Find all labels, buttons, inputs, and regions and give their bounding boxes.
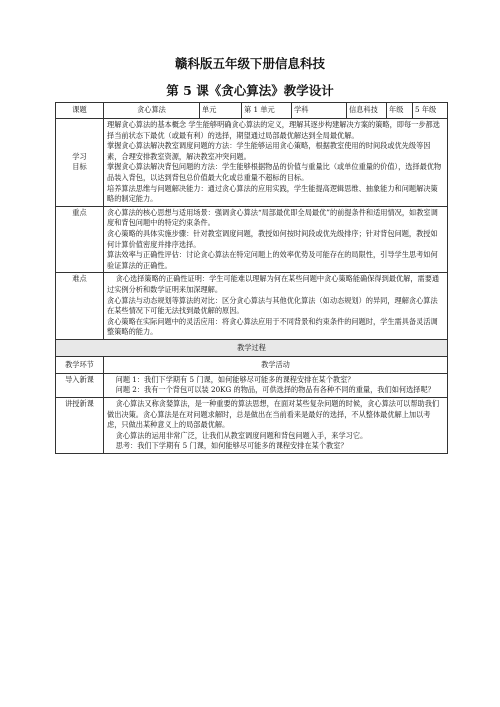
document-subtitle: 第 5 课《贪心算法》教学设计: [166, 83, 334, 98]
activity-paragraph: 问题 1：我们下学期有 5 门课，如何能够尽可能多的课程安排在某个教室？: [115, 374, 355, 384]
stage-label: 讲授新课: [56, 398, 104, 454]
stage-column-header: 教学环节: [56, 356, 104, 373]
goals-paragraph: 培养算法思维与问题解决能力：通过贪心算法的应用实践，学生能提高逻辑思维、抽象能力和问题解决策略的制定能力。: [107, 183, 438, 204]
goals-paragraph: 掌握贪心算法解决背包问题的方法：学生能够根据物品的价值与重量比（或单位重量的价值），选择最优物品装入背包，以达到背包总价值最大化或总重量不超标的目标。: [107, 162, 442, 182]
header-row: [56, 103, 448, 119]
goals-content: [104, 119, 448, 207]
key-points-content: [104, 206, 448, 273]
activity-content: [104, 373, 448, 397]
unit-label: 单元: [200, 103, 242, 119]
activity-paragraph: 贪心算法的运用非常广泛，让我们从教室调度问题和背包问题入手，来学习它。: [115, 430, 368, 440]
goals-paragraph: 掌握贪心算法解决教室调度问题的方法：学生能够运用贪心策略，根据教室使用的时间段或优先级等因素，合理安排教室资源，解决教室冲突问题。: [107, 141, 431, 161]
grade-value: 5 年级: [413, 103, 448, 119]
key-points-paragraph: 贪心算法的核心思想与适用场景：强调贪心算法“局部最优即全局最优”的前提条件和适用情况，如教室调度和背包问题中的特定约束条件。: [107, 207, 438, 228]
stage-label: 导入新课: [56, 373, 104, 397]
lesson-value: 贪心算法: [104, 103, 200, 119]
process-bar-row: [56, 339, 448, 356]
activity-paragraph: 贪心算法又称贪婪算法，是一种重要的算法思想，在面对某些复杂问题的时候，贪心算法可以帮助我们做出决策。贪心算法是在对问题求解时，总是做出在当前看来是最好的选择，不从整体最优解上加以考虑，只做出某种意义上的局部最优解。: [107, 399, 440, 430]
goals-row: [56, 119, 448, 207]
difficulties-paragraph: 贪心算法与动态规划等算法的对比：区分贪心算法与其他优化算法（如动态规划）的异同，理解贪心算法在某些情况下可能无法找到最优解的原因。: [107, 295, 438, 316]
key-points-paragraph: 贪心策略的具体实施步骤：针对教室调度问题，教授如何按时间段或优先级排序；针对背包问题，教授如何计算价值密度并排序选择。: [107, 228, 438, 249]
key-points-paragraph: 算法效率与正确性评估：讨论贪心算法在特定问题上的效率优势及可能存在的局限性，引导学生思考如何验证算法的正确性。: [107, 250, 438, 270]
process-row-intro: [56, 373, 448, 397]
key-points-row: [56, 206, 448, 273]
difficulties-content: [104, 273, 448, 340]
difficulties-row: [56, 273, 448, 340]
lesson-plan-table: [55, 102, 448, 454]
grade-label: 年级: [387, 103, 413, 119]
difficulties-paragraph: 贪心策略在实际问题中的灵活应用：将贪心算法应用于不同背景和约束条件的问题时，学生需具备灵活调整策略的能力。: [107, 316, 438, 337]
lesson-label: 课题: [56, 103, 104, 119]
activity-column-header: 教学活动: [104, 356, 448, 373]
goals-paragraph: 理解贪心算法的基本概念 学生能够明确贪心算法的定义，理解其逐步构建解决方案的策略，即每一步都选择当前状态下最优（或最有利）的选择，期望通过局部最优解达到全局最优解。: [107, 120, 440, 140]
key-points-label: 重点: [56, 206, 104, 273]
document-title: 赣科版五年级下册信息科技: [174, 56, 325, 71]
difficulties-label: 难点: [56, 273, 104, 340]
difficulties-paragraph: 贪心选择策略的正确性证明：学生可能难以理解为何在某些问题中贪心策略能确保得到最优解，需要通过实例分析和数学证明来加深理解。: [107, 274, 440, 294]
activity-paragraph: 思考：我们下学期有 5 门课，如何能够尽可能多的课程安排在某个教室？: [115, 441, 348, 451]
subject-label: 学科: [292, 103, 347, 119]
process-bar-title: 教学过程: [56, 339, 448, 356]
process-row-lecture: [56, 398, 448, 454]
unit-value: 第 1 单元: [242, 103, 292, 119]
activity-paragraph: 问题 2：我有一个背包可以装 20KG 的物品，可供选择的物品有各种不同的重量，我们如何选择呢？: [115, 385, 435, 395]
subject-value: 信息科技: [347, 103, 387, 119]
activity-content: [104, 398, 448, 454]
goals-label: 学习 目标: [56, 119, 104, 207]
process-column-header-row: [56, 356, 448, 373]
